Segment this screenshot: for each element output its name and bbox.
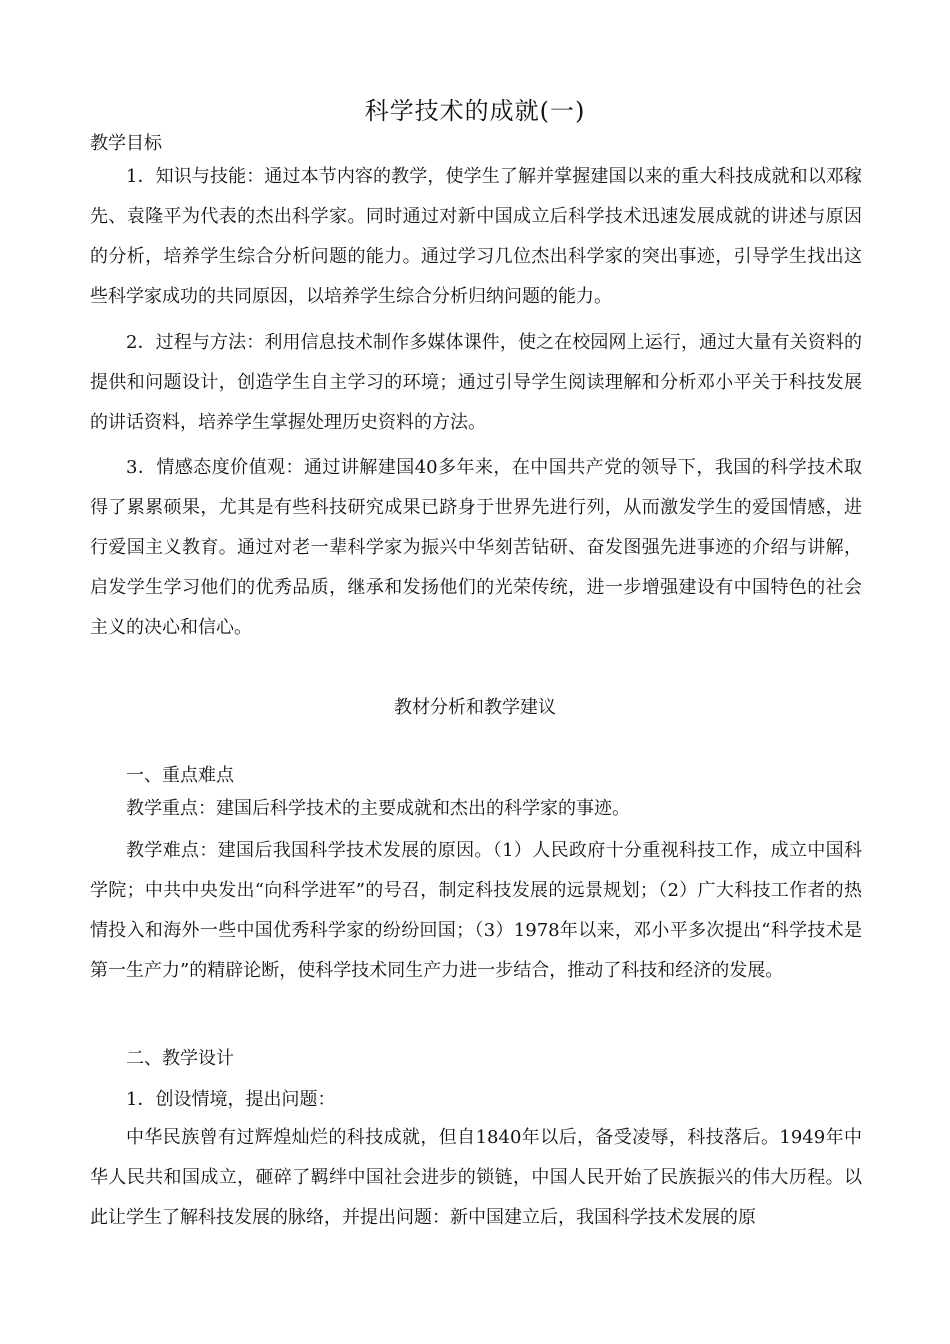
document-title: 科学技术的成就(一) [364, 97, 586, 125]
goal-3-paragraph: 3．情感态度价值观：通过讲解建国40多年来，在中国共产党的领导下，我国的科学技术取得了累累硕果，尤其是有些科技研究成果已跻身于世界先进行列，从而激发学生的爱国情感，进行爱国主义教育。通过对老一辈科学家为振兴中华刻苦钻研、奋发图强先进事迹的介绍与讲解，启发学生学习他们的优秀品质，继承和发扬他们的光荣传统，进一步增强建设有中国特色的社会主义的决心和信心。 [90, 457, 862, 638]
goal-2-paragraph: 2．过程与方法：利用信息技术制作多媒体课件，使之在校园网上运行，通过大量有关资料的提供和问题设计，创造学生自主学习的环境；通过引导学生阅读理解和分析邓小平关于科技发展的讲话资料，培养学生掌握处理历史资料的方法。 [90, 332, 862, 433]
difficulty-paragraph: 教学难点：建国后我国科学技术发展的原因。（1）人民政府十分重视科技工作，成立中国科学院；中共中央发出“向科学进军”的号召，制定科技发展的远景规划；（2）广大科技工作者的热情投入和海外一些中国优秀科学家的纷纷回国；（3）1978年以来，邓小平多次提出“科学技术是第一生产力”的精辟论断，使科学技术同生产力进一步结合，推动了科技和经济的发展。 [90, 840, 862, 981]
goal-1-paragraph: 1．知识与技能：通过本节内容的教学，使学生了解并掌握建国以来的重大科技成就和以邓稼先、袁隆平为代表的杰出科学家。同时通过对新中国成立后科学技术迅速发展成就的讲述与原因的分析，培养学生综合分析问题的能力。通过学习几位杰出科学家的突出事迹，引导学生找出这些科学家成功的共同原因，以培养学生综合分析归纳问题的能力。 [90, 166, 862, 307]
section-1-heading: 一、重点难点 [126, 765, 234, 786]
section-2-heading: 二、教学设计 [126, 1048, 234, 1069]
step-1-heading: 1．创设情境，提出问题： [126, 1089, 336, 1110]
step-1-paragraph: 中华民族曾有过辉煌灿烂的科技成就，但自1840年以后，备受凌辱，科技落后。1949年中华人民共和国成立，砸碎了羁绊中国社会进步的锁链，中国人民开始了民族振兴的伟大历程。以此让学生了解科技发展的脉络，并提出问题：新中国建立后，我国科学技术发展的原 [90, 1127, 862, 1228]
analysis-heading: 教材分析和教学建议 [394, 697, 556, 718]
key-point-paragraph: 教学重点：建国后科学技术的主要成就和杰出的科学家的事迹。 [126, 798, 630, 819]
teaching-goals-heading: 教学目标 [90, 133, 162, 154]
